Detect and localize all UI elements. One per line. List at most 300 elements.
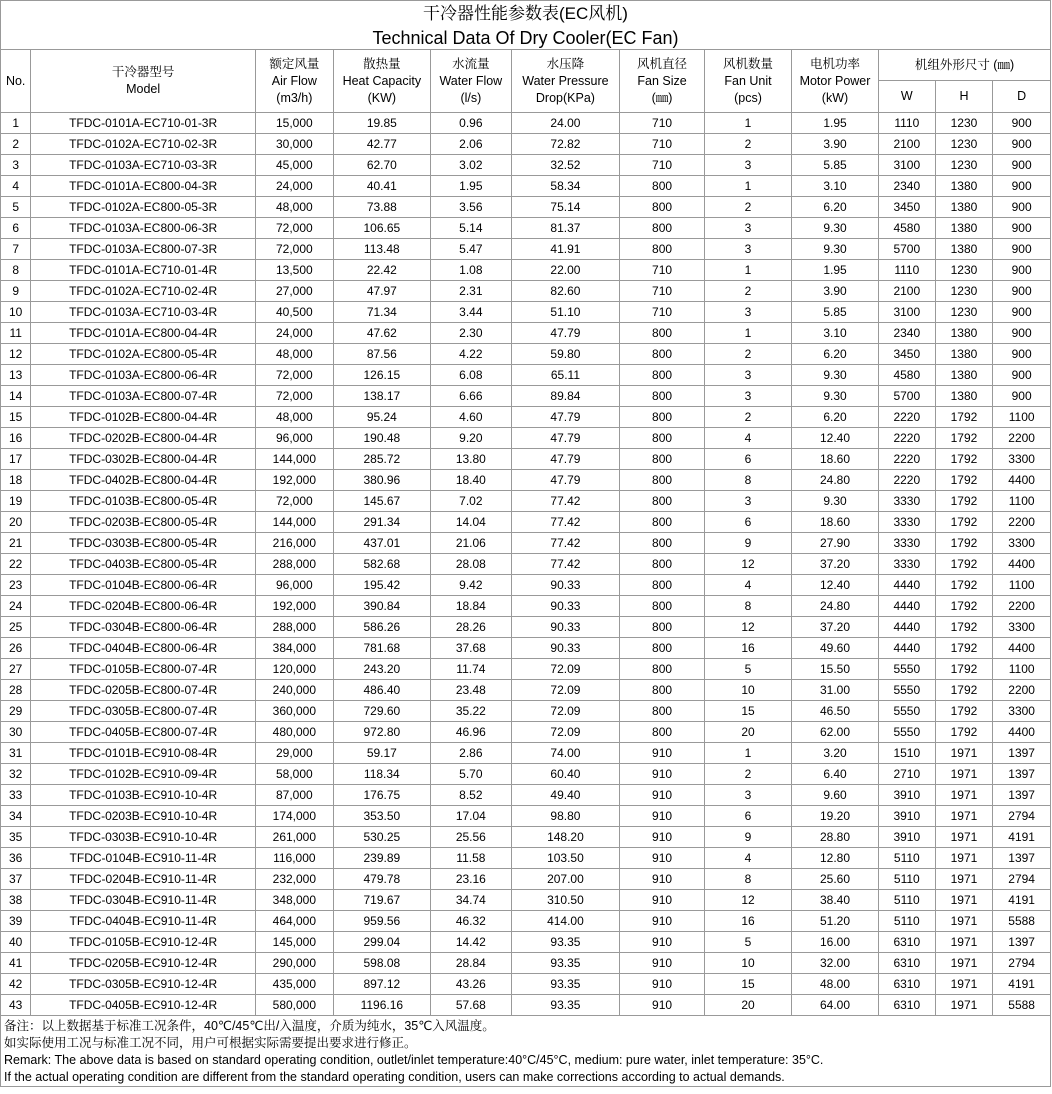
cell-model: TFDC-0204B-EC800-06-4R [31,596,256,617]
cell-no: 32 [1,764,31,785]
cell-no: 43 [1,995,31,1016]
cell-water-flow: 5.70 [430,764,511,785]
cell-height: 1971 [935,848,993,869]
cell-width: 2220 [878,449,935,470]
cell-fan-unit: 8 [705,869,792,890]
cell-air-flow: 216,000 [255,533,333,554]
cell-water-pressure: 59.80 [511,344,619,365]
table-row [1,764,1051,785]
cell-no: 29 [1,701,31,722]
cell-water-flow: 11.74 [430,659,511,680]
cell-fan-size: 910 [620,848,705,869]
cell-water-flow: 35.22 [430,701,511,722]
cell-depth: 4191 [993,890,1051,911]
cell-heat-capacity: 239.89 [333,848,430,869]
cell-width: 2340 [878,323,935,344]
table-row [1,848,1051,869]
cell-water-flow: 34.74 [430,890,511,911]
cell-heat-capacity: 195.42 [333,575,430,596]
cell-water-flow: 6.66 [430,386,511,407]
cell-fan-unit: 6 [705,806,792,827]
table-row [1,596,1051,617]
cell-no: 31 [1,743,31,764]
table-row [1,974,1051,995]
cell-fan-unit: 10 [705,953,792,974]
cell-fan-unit: 2 [705,764,792,785]
cell-depth: 3300 [993,449,1051,470]
cell-width: 2340 [878,176,935,197]
cell-fan-unit: 1 [705,323,792,344]
table-row [1,176,1051,197]
cell-heat-capacity: 176.75 [333,785,430,806]
cell-width: 6310 [878,974,935,995]
cell-air-flow: 72,000 [255,239,333,260]
cell-heat-capacity: 285.72 [333,449,430,470]
cell-water-flow: 3.56 [430,197,511,218]
cell-width: 3910 [878,806,935,827]
cell-water-flow: 43.26 [430,974,511,995]
cell-depth: 3300 [993,533,1051,554]
cell-fan-unit: 6 [705,512,792,533]
cell-width: 2100 [878,281,935,302]
cell-model: TFDC-0102B-EC800-04-4R [31,407,256,428]
cell-depth: 900 [993,113,1051,134]
cell-depth: 1100 [993,575,1051,596]
cell-water-pressure: 24.00 [511,113,619,134]
note-line-en-2: If the actual operating condition are different from the standard operating condition, users can make corrections according to actual demands. [4,1070,785,1084]
cell-heat-capacity: 22.42 [333,260,430,281]
cell-width: 2710 [878,764,935,785]
cell-air-flow: 40,500 [255,302,333,323]
cell-fan-size: 800 [620,722,705,743]
cell-air-flow: 58,000 [255,764,333,785]
cell-width: 4440 [878,575,935,596]
cell-model: TFDC-0105B-EC800-07-4R [31,659,256,680]
cell-motor-power: 37.20 [792,617,879,638]
cell-water-flow: 2.31 [430,281,511,302]
cell-water-flow: 2.06 [430,134,511,155]
cell-fan-size: 910 [620,764,705,785]
cell-heat-capacity: 486.40 [333,680,430,701]
table-row [1,323,1051,344]
cell-width: 2220 [878,470,935,491]
table-row [1,575,1051,596]
cell-fan-size: 800 [620,680,705,701]
cell-water-flow: 14.04 [430,512,511,533]
cell-heat-capacity: 291.34 [333,512,430,533]
cell-fan-unit: 2 [705,344,792,365]
cell-height: 1971 [935,974,993,995]
cell-motor-power: 48.00 [792,974,879,995]
cell-motor-power: 3.90 [792,281,879,302]
cell-water-pressure: 93.35 [511,953,619,974]
cell-depth: 2794 [993,869,1051,890]
header-height: H [935,81,993,113]
cell-no: 39 [1,911,31,932]
cell-depth: 4400 [993,554,1051,575]
cell-model: TFDC-0105B-EC910-12-4R [31,932,256,953]
cell-model: TFDC-0102A-EC800-05-4R [31,344,256,365]
cell-depth: 900 [993,176,1051,197]
cell-motor-power: 24.80 [792,470,879,491]
cell-height: 1792 [935,449,993,470]
cell-model: TFDC-0304B-EC800-06-4R [31,617,256,638]
header-fan-size-unit: (㎜) [651,90,673,105]
cell-width: 4580 [878,365,935,386]
cell-model: TFDC-0203B-EC800-05-4R [31,512,256,533]
header-motor-power-en: Motor Power [799,73,871,88]
cell-width: 3450 [878,344,935,365]
cell-heat-capacity: 299.04 [333,932,430,953]
cell-model: TFDC-0402B-EC800-04-4R [31,470,256,491]
cell-water-pressure: 81.37 [511,218,619,239]
header-water-pressure-unit: Drop(KPa) [535,90,595,105]
cell-width: 2220 [878,407,935,428]
cell-no: 34 [1,806,31,827]
note-line-cn-2: 如实际使用工况与标准工况不同，用户可根据实际需要提出要求进行修正。 [4,1036,417,1050]
cell-height: 1971 [935,764,993,785]
cell-height: 1971 [935,953,993,974]
table-row [1,953,1051,974]
cell-no: 22 [1,554,31,575]
cell-fan-size: 710 [620,113,705,134]
cell-air-flow: 30,000 [255,134,333,155]
cell-depth: 1397 [993,932,1051,953]
cell-height: 1792 [935,512,993,533]
header-fan-size-cn: 风机直径 [637,56,688,71]
cell-depth: 5588 [993,995,1051,1016]
header-heat-capacity [333,50,430,113]
title-chinese: 干冷器性能参数表(EC风机) [0,0,1051,27]
table-row [1,491,1051,512]
cell-model: TFDC-0101A-EC710-01-4R [31,260,256,281]
table-row [1,785,1051,806]
cell-height: 1230 [935,260,993,281]
cell-water-pressure: 77.42 [511,533,619,554]
cell-width: 3330 [878,554,935,575]
cell-no: 13 [1,365,31,386]
cell-model: TFDC-0102A-EC710-02-3R [31,134,256,155]
cell-motor-power: 51.20 [792,911,879,932]
cell-depth: 2200 [993,680,1051,701]
cell-width: 5700 [878,386,935,407]
cell-motor-power: 3.90 [792,134,879,155]
cell-water-flow: 28.26 [430,617,511,638]
header-fan-unit-cn: 风机数量 [723,56,774,71]
cell-model: TFDC-0302B-EC800-04-4R [31,449,256,470]
cell-motor-power: 38.40 [792,890,879,911]
cell-depth: 900 [993,218,1051,239]
cell-air-flow: 72,000 [255,218,333,239]
cell-water-pressure: 47.79 [511,449,619,470]
header-model-cn: 干冷器型号 [111,65,175,79]
cell-no: 37 [1,869,31,890]
cell-fan-size: 800 [620,701,705,722]
cell-model: TFDC-0103A-EC800-07-3R [31,239,256,260]
cell-model: TFDC-0103B-EC800-05-4R [31,491,256,512]
cell-no: 10 [1,302,31,323]
cell-fan-size: 800 [620,659,705,680]
header-depth: D [993,81,1051,113]
cell-width: 3330 [878,491,935,512]
cell-fan-size: 710 [620,155,705,176]
cell-water-flow: 17.04 [430,806,511,827]
cell-motor-power: 6.20 [792,407,879,428]
cell-fan-size: 800 [620,533,705,554]
cell-depth: 3300 [993,701,1051,722]
cell-height: 1380 [935,176,993,197]
cell-fan-size: 910 [620,785,705,806]
header-water-flow [430,50,511,113]
cell-fan-unit: 5 [705,932,792,953]
cell-water-flow: 9.42 [430,575,511,596]
cell-heat-capacity: 390.84 [333,596,430,617]
table-row [1,743,1051,764]
cell-model: TFDC-0102A-EC710-02-4R [31,281,256,302]
cell-water-flow: 4.60 [430,407,511,428]
cell-width: 1110 [878,113,935,134]
cell-heat-capacity: 530.25 [333,827,430,848]
cell-width: 3910 [878,827,935,848]
cell-motor-power: 3.10 [792,323,879,344]
cell-width: 4440 [878,638,935,659]
cell-no: 42 [1,974,31,995]
cell-width: 1510 [878,743,935,764]
cell-heat-capacity: 145.67 [333,491,430,512]
cell-air-flow: 48,000 [255,407,333,428]
cell-motor-power: 18.60 [792,512,879,533]
cell-water-pressure: 93.35 [511,974,619,995]
cell-depth: 900 [993,386,1051,407]
table-row [1,428,1051,449]
cell-height: 1380 [935,365,993,386]
header-water-pressure [511,50,619,113]
cell-model: TFDC-0101B-EC910-08-4R [31,743,256,764]
cell-air-flow: 72,000 [255,365,333,386]
header-motor-power-unit: (kW) [821,90,849,105]
cell-water-flow: 28.84 [430,953,511,974]
cell-model: TFDC-0103A-EC710-03-3R [31,155,256,176]
header-fan-unit [705,50,792,113]
cell-width: 2100 [878,134,935,155]
cell-no: 3 [1,155,31,176]
cell-water-flow: 8.52 [430,785,511,806]
cell-water-flow: 23.16 [430,869,511,890]
cell-air-flow: 288,000 [255,617,333,638]
cell-fan-unit: 16 [705,638,792,659]
cell-no: 15 [1,407,31,428]
cell-no: 33 [1,785,31,806]
cell-model: TFDC-0202B-EC800-04-4R [31,428,256,449]
cell-fan-unit: 2 [705,197,792,218]
cell-water-pressure: 58.34 [511,176,619,197]
cell-model: TFDC-0203B-EC910-10-4R [31,806,256,827]
cell-water-flow: 18.84 [430,596,511,617]
cell-heat-capacity: 87.56 [333,344,430,365]
cell-heat-capacity: 380.96 [333,470,430,491]
cell-fan-size: 800 [620,575,705,596]
cell-depth: 900 [993,239,1051,260]
cell-width: 3100 [878,155,935,176]
cell-width: 4440 [878,596,935,617]
cell-heat-capacity: 113.48 [333,239,430,260]
cell-motor-power: 28.80 [792,827,879,848]
cell-air-flow: 240,000 [255,680,333,701]
cell-heat-capacity: 42.77 [333,134,430,155]
cell-heat-capacity: 62.70 [333,155,430,176]
cell-water-flow: 46.32 [430,911,511,932]
cell-height: 1971 [935,869,993,890]
cell-motor-power: 46.50 [792,701,879,722]
cell-height: 1971 [935,995,993,1016]
cell-fan-unit: 4 [705,575,792,596]
cell-motor-power: 9.60 [792,785,879,806]
cell-fan-size: 800 [620,491,705,512]
table-row [1,617,1051,638]
cell-motor-power: 16.00 [792,932,879,953]
cell-height: 1792 [935,491,993,512]
cell-height: 1971 [935,911,993,932]
cell-model: TFDC-0303B-EC800-05-4R [31,533,256,554]
cell-fan-unit: 2 [705,134,792,155]
cell-depth: 3300 [993,617,1051,638]
cell-no: 7 [1,239,31,260]
cell-air-flow: 232,000 [255,869,333,890]
cell-no: 9 [1,281,31,302]
table-row [1,449,1051,470]
cell-height: 1230 [935,113,993,134]
cell-depth: 900 [993,365,1051,386]
cell-fan-unit: 3 [705,386,792,407]
cell-motor-power: 19.20 [792,806,879,827]
table-row [1,890,1051,911]
cell-air-flow: 348,000 [255,890,333,911]
cell-fan-size: 800 [620,386,705,407]
header-no: No. [1,50,31,113]
cell-depth: 900 [993,302,1051,323]
cell-fan-unit: 8 [705,596,792,617]
cell-height: 1792 [935,701,993,722]
cell-heat-capacity: 972.80 [333,722,430,743]
cell-water-pressure: 74.00 [511,743,619,764]
cell-fan-unit: 1 [705,260,792,281]
cell-water-flow: 4.22 [430,344,511,365]
header-motor-power-cn: 电机功率 [809,56,860,71]
table-row [1,470,1051,491]
table-row [1,239,1051,260]
cell-width: 5110 [878,911,935,932]
cell-no: 25 [1,617,31,638]
cell-height: 1971 [935,743,993,764]
cell-water-flow: 18.40 [430,470,511,491]
cell-height: 1971 [935,932,993,953]
cell-fan-unit: 5 [705,659,792,680]
cell-width: 3100 [878,302,935,323]
cell-height: 1380 [935,344,993,365]
cell-fan-size: 710 [620,281,705,302]
cell-height: 1230 [935,281,993,302]
cell-air-flow: 384,000 [255,638,333,659]
cell-water-flow: 9.20 [430,428,511,449]
table-row [1,302,1051,323]
cell-motor-power: 3.20 [792,743,879,764]
cell-height: 1230 [935,302,993,323]
cell-water-pressure: 82.60 [511,281,619,302]
cell-heat-capacity: 353.50 [333,806,430,827]
cell-air-flow: 435,000 [255,974,333,995]
cell-width: 5550 [878,659,935,680]
cell-water-flow: 3.44 [430,302,511,323]
cell-heat-capacity: 118.34 [333,764,430,785]
cell-no: 36 [1,848,31,869]
cell-water-pressure: 47.79 [511,407,619,428]
cell-fan-size: 800 [620,638,705,659]
cell-fan-unit: 6 [705,449,792,470]
cell-water-flow: 1.08 [430,260,511,281]
cell-water-pressure: 93.35 [511,932,619,953]
cell-fan-unit: 10 [705,680,792,701]
cell-water-pressure: 93.35 [511,995,619,1016]
cell-water-flow: 5.47 [430,239,511,260]
cell-fan-size: 800 [620,197,705,218]
header-model [31,50,256,113]
cell-height: 1971 [935,806,993,827]
cell-model: TFDC-0305B-EC910-12-4R [31,974,256,995]
cell-fan-size: 800 [620,323,705,344]
cell-water-pressure: 47.79 [511,470,619,491]
cell-model: TFDC-0405B-EC800-07-4R [31,722,256,743]
cell-model: TFDC-0102A-EC800-05-3R [31,197,256,218]
cell-no: 18 [1,470,31,491]
cell-heat-capacity: 19.85 [333,113,430,134]
cell-depth: 5588 [993,911,1051,932]
cell-heat-capacity: 40.41 [333,176,430,197]
cell-height: 1971 [935,827,993,848]
cell-water-pressure: 47.79 [511,323,619,344]
cell-fan-size: 800 [620,428,705,449]
cell-fan-size: 910 [620,806,705,827]
table-row [1,512,1051,533]
table-row [1,281,1051,302]
cell-air-flow: 116,000 [255,848,333,869]
cell-air-flow: 464,000 [255,911,333,932]
cell-fan-size: 910 [620,827,705,848]
cell-no: 23 [1,575,31,596]
table-row [1,659,1051,680]
cell-air-flow: 290,000 [255,953,333,974]
cell-height: 1792 [935,407,993,428]
cell-fan-unit: 16 [705,911,792,932]
cell-water-pressure: 32.52 [511,155,619,176]
header-heat-capacity-en: Heat Capacity [342,73,422,88]
cell-width: 5110 [878,848,935,869]
cell-no: 4 [1,176,31,197]
cell-water-pressure: 72.09 [511,659,619,680]
cell-motor-power: 6.20 [792,344,879,365]
cell-model: TFDC-0104B-EC800-06-4R [31,575,256,596]
cell-model: TFDC-0103A-EC800-06-4R [31,365,256,386]
cell-no: 41 [1,953,31,974]
header-air-flow-en: Air Flow [271,73,317,88]
cell-air-flow: 87,000 [255,785,333,806]
table-row [1,869,1051,890]
cell-heat-capacity: 479.78 [333,869,430,890]
cell-air-flow: 72,000 [255,386,333,407]
cell-motor-power: 12.40 [792,575,879,596]
cell-height: 1380 [935,323,993,344]
cell-depth: 1397 [993,848,1051,869]
cell-motor-power: 12.80 [792,848,879,869]
